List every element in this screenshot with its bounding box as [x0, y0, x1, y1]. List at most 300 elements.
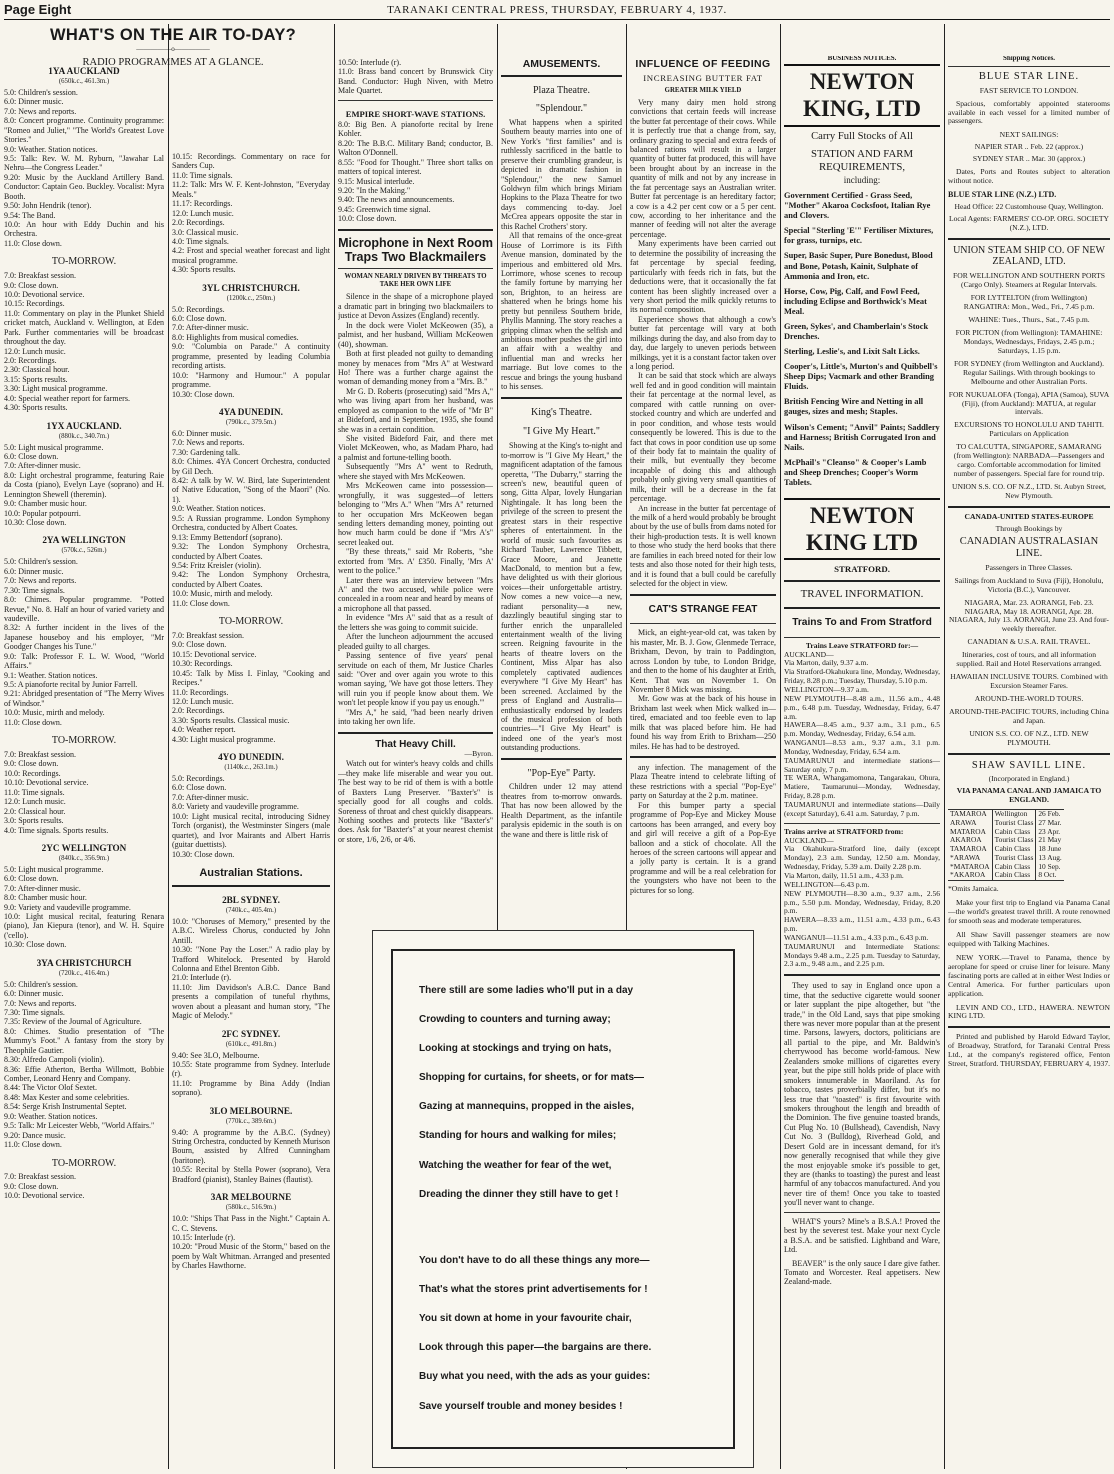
- train-arrival: Via Okahukura-Stratford line, daily (except Monday), 2.3 a.m. Sunday, 12.50 a.m. Monday, Wednesday, Friday, 5.39 a.m. Daily 2.28 p.m.: [784, 844, 940, 872]
- programme-item: 10.0: Devotional service.: [4, 289, 85, 299]
- programme-item: 10.0: Light musical recital, featuring Renara (piano), Jan Kiepura (tenor), and W. H. Squire ('cello).: [4, 912, 164, 940]
- poem-line: That's what the stores print advertisements for !: [419, 1284, 648, 1296]
- programme-item: 6.0: Dinner music.: [4, 566, 64, 576]
- tomorrow-heading: TO-MORROW.: [51, 256, 117, 268]
- programme-item: 9.45: Greenwich time signal.: [338, 204, 431, 214]
- programme-item: 12.0: Lunch music.: [4, 797, 66, 807]
- article-paragraph: What happens when a spirited Southern beauty marries into one of New York's "first families" and is ruthlessly sacrificed in the battle to preserve their crumbling grandeur, is depicted in dramatic fashion in "Splendour," the new Samuel Goldwyn film which brings Miriam Hopkins to the Plaza Theatre for two days commencing to-day. Joel McCrea appears opposite the star in this Rachel Crothers' story.: [501, 117, 622, 231]
- programme-item: 2.0: Recordings.: [4, 356, 57, 366]
- shaw-paragraph: NEW YORK.—Travel to Panama, thence by aeroplane for speed or cruise liner for leisure. Many fascinating ports are called at in either West Indies or Central America. For further particulars upon application.: [948, 952, 1110, 998]
- programme-item: 9.40: The news and announcements.: [338, 195, 455, 205]
- station-frequency: (790k.c., 379.5m.): [225, 418, 277, 426]
- programme-item: 8.32: A further incident in the lives of the Japanese houseboy and his employer, "Mr Goodger Changes his Tune.": [4, 623, 164, 652]
- programme-item: 12.0: Lunch music.: [172, 208, 234, 218]
- feeding-sub2: GREATER MILK YIELD: [664, 86, 742, 94]
- masthead: [4, 2, 1110, 20]
- article-paragraph: any infection. The management of the Plaza Theatre intend to celebrate lifting of these restrictions with a special "Pop-Eye" party on Saturday at the 2 p.m. matinee.: [630, 763, 776, 801]
- omits-jamaica: *Omits Jamaica.: [948, 884, 999, 894]
- programme-item: 9.20: Dance music.: [4, 1130, 66, 1140]
- head-office: Head Office: 22 Customhouse Quay, Wellington.: [954, 201, 1104, 211]
- chill-byline: —Byron.: [464, 749, 493, 759]
- table-row: [948, 871, 1064, 880]
- table-cell: Cabin Class: [992, 871, 1036, 880]
- union-service: FOR NUKUALOFA (Tonga), APIA (Samoa), SUVA (Fiji), (from Auckland): MATUA, at regular intervals.: [948, 389, 1110, 417]
- programme-item: 3.15: Sports results.: [4, 374, 68, 384]
- train-departure: WELLINGTON—9.37 a.m.: [784, 684, 869, 694]
- programme-item: 7.0: Breakfast session.: [4, 750, 76, 760]
- spacious-text: Spacious, comfortably appointed staterooms available in each vessel for a limited number of passengers.: [948, 98, 1110, 126]
- shipping-column: [948, 56, 1110, 1468]
- newton-king-name-2: NEWTON KING LTD: [784, 498, 940, 560]
- programme-item: 11.17: Recordings.: [172, 199, 233, 209]
- train-departure: HAWERA—8.45 a.m., 9.37 a.m., 3.1 p.m., 6.5 p.m. Monday, Wednesday, Friday, 6.54 a.m.: [784, 720, 940, 739]
- poem-line: Watching the weather for fear of the wet,: [419, 1159, 612, 1171]
- programme-item: 8.0: Chimes. Popular programme. "Potted Revue," No. 8. Half an hour of varied variety and vaudeville.: [4, 595, 164, 623]
- programme-item: 10.0: Recordings.: [4, 768, 61, 778]
- poem-line: Standing for hours and walking for miles;: [419, 1130, 617, 1142]
- programme-item: 6.0: Dinner music.: [4, 97, 64, 107]
- poem-line: Dreading the dinner they still have to get !: [419, 1188, 619, 1200]
- programme-item: 8.55: "Food for Thought." Three short talks on matters of topical interest.: [338, 157, 493, 177]
- programme-item: 9.0: Weather. Station notices.: [4, 144, 98, 154]
- local-agents: Local Agents: FARMERS' CO-OP. ORG. SOCIETY (N.Z.), LTD.: [948, 213, 1110, 232]
- amusements-column: [501, 58, 622, 918]
- table-cell: Tourist Class: [992, 854, 1036, 863]
- programme-item: 10.30: Recordings.: [172, 659, 233, 669]
- programme-item: 4.30: Sports results.: [4, 403, 68, 413]
- poem-line: There still are some ladies who'll put in a day: [419, 985, 634, 996]
- programme-item: 7.0: After-dinner music.: [4, 461, 81, 471]
- next-sailings: NEXT SAILINGS:: [999, 130, 1059, 140]
- union-service: EXCURSIONS TO HONOLULU AND TAHITI. Particulars on Application: [954, 420, 1104, 439]
- stock-item: Super, Basic Super, Pure Bonedust, Blood and Bone, Potash, Kainit, Sulphate of Ammonia and Iron, etc.: [784, 251, 933, 281]
- programme-item: 6.0: Close down.: [4, 451, 59, 461]
- shaw-paragraph: Make your first trip to England via Panama Canal—the world's greatest travel thrill. A route renowned for smooth seas and moderate temperatures.: [948, 897, 1110, 925]
- programme-item: 4.0: Time signals. Sports results.: [4, 825, 109, 835]
- programme-item: 11.0: Close down.: [172, 598, 230, 608]
- stratford-line: STRATFORD.: [834, 564, 890, 575]
- programme-item: 10.0: Light musical recital, introducing Sidney Torch (organist), the Westminster Singers (male quartet), and Ivor Mairants and Albert Harris (guitar duettists).: [172, 811, 330, 850]
- train-arrival: WELLINGTON—6.43 p.m.: [784, 879, 870, 889]
- programme-item: 9.0: Weather. Station notices.: [4, 1111, 98, 1121]
- programme-item: 2.0: Classical hour.: [4, 806, 66, 816]
- programme-item: 7.0: News and reports.: [172, 438, 245, 448]
- table-cell: *MATAROA: [948, 863, 992, 872]
- article-paragraph: In the dock were Violet McKeowen (35), a palmist, and her husband, William McKeowen (40), showman.: [338, 320, 493, 349]
- canadian-service: NIAGARA, Mar. 23. AORANGI, Feb. 23. NIAGARA, May 18. AORANGI, Apr. 28. NIAGARA, July 13. AORANGI, June 23. And four-weekly thereafter.: [949, 597, 1109, 634]
- programme-item: 5.0: Children's session.: [4, 557, 78, 567]
- article-paragraph: Mrs McKeowen came into possession—wrongfully, it was suggested—of letters belonging to "Mrs A." When "Mrs A" returned to her occupation Mrs McKeowen began sending letters demanding money, pointing out how much harm could be done if "Mrs A's" secret leaked out.: [338, 481, 493, 547]
- canadian-service: Itineraries, cost of tours, and all information supplied. Rail and Hotel Reservations arranged.: [956, 650, 1102, 669]
- programme-item: 6.0: Close down.: [172, 314, 227, 323]
- article-paragraph: Silence in the shape of a microphone played a dramatic part in bringing two blackmailers to justice at Devon Assizes (England) recently.: [338, 292, 493, 321]
- programme-item: 8.48: Max Kester and some celebrities.: [4, 1092, 130, 1102]
- kings-film: "I Give My Heart.": [522, 426, 601, 438]
- programme-item: 9.5: Talk: Mr Leicester Webb, "World Affairs.": [4, 1121, 155, 1131]
- article-paragraph: Many experiments have been carried out to determine the possibility of increasing the fat percentage by special feeding, particularly with feeds rich in fats, but the deductions were, that it occasionally the fat content has been slightly increased over a very short period the milk quickly returns to its normal composition.: [630, 239, 776, 315]
- table-cell: 10 Sep.: [1038, 861, 1061, 871]
- programme-item: 7.0: After-dinner music.: [172, 792, 249, 802]
- union-service: FOR PICTON (from Wellington): TAMAHINE: Mondays, Wednesdays, Fridays, 2.45 p.m.; Saturdays, 1.15 p.m.: [955, 327, 1103, 355]
- union-title: UNION STEAM SHIP CO. OF NEW ZEALAND, LTD.: [953, 244, 1105, 268]
- radio-column-2: [172, 152, 330, 1470]
- article-paragraph: "By these threats," said Mr Roberts, "she extorted from 'Mrs. A' £350. Finally, 'Mrs A' went to the police.": [338, 547, 493, 576]
- programme-item: 6.0: Close down.: [4, 874, 59, 884]
- station-name: 1YA AUCKLAND: [48, 66, 120, 76]
- programme-item: 11.0: Close down.: [4, 1140, 62, 1150]
- carry-line: Carry Full Stocks of All: [811, 130, 913, 142]
- programme-item: 2.0: Recordings.: [172, 706, 225, 716]
- programme-item: 9.0: Close down.: [4, 759, 59, 769]
- incorporated: (Incorporated in England.): [988, 774, 1070, 784]
- bsl-company: BLUE STAR LINE (N.Z.) LTD.: [948, 190, 1057, 200]
- programme-item: 4.0: Weather report.: [172, 725, 236, 735]
- programme-item: 8.0: Big Ben. A pianoforte recital by Irene Kohler.: [338, 119, 493, 139]
- travel-title: TRAVEL INFORMATION.: [800, 587, 924, 600]
- popeye-name: "Pop-Eye" Party.: [527, 767, 596, 779]
- sailing-table: [948, 809, 1064, 881]
- programme-item: 10.30: Close down.: [4, 518, 67, 528]
- article-paragraph: Mick, an eight-year-old cat, was taken by his master, Mr. B. J. Gow, Glenmede Terrace, Brixham, Devon, by train to Paddington, across London by tube, to London Bridge, and then to the home of his daughter at Erith, Kent. That was on November 1. On November 8 Mick was missing.: [630, 628, 776, 694]
- programme-item: 9.40: A programme by the A.B.C. (Sydney) String Orchestra, conducted by Kenneth Murison Bourn, assisted by Alfred Cunningham (baritone).: [172, 1127, 330, 1165]
- programme-item: 6.0: Dinner music.: [4, 989, 64, 999]
- programme-item: 3.0: Sports results.: [4, 816, 64, 826]
- chill-text: Watch out for winter's heavy colds and chills—they make life miserable and wear you out. The best way to be rid of them is with a bottle of Baxters Lung Preserver. "Baxter's" is specially good for all coughs and colds. Soreness of throat and chest quickly disappears. Nothing soothes and protects like "Baxter's" does. Ask for "Baxter's" at your nearest chemist or store, 1/6, 2/6, or 4/6.: [338, 759, 493, 844]
- table-cell: 23 Apr.: [1038, 826, 1061, 836]
- programme-item: 5.0: Recordings.: [172, 774, 225, 784]
- programme-item: 9.20: Music by the Auckland Artillery Band. Conductor: Captain Geo. Buckley. Vocalist: Myra Booth.: [4, 172, 164, 201]
- section-heading: Australian Stations.: [199, 866, 303, 879]
- programme-item: 4.30: Light musical programme.: [172, 734, 276, 744]
- programme-item: 10.30: Close down.: [172, 849, 235, 859]
- article-paragraph: Passing sentence of five years' penal servitude on each of them, Mr Justice Charles said: "Over and over again you wrote to this woman saying, 'We have got those letters. They will ruin you if people know about them. We won't let people know if you pay us enough.'": [338, 651, 493, 708]
- programme-item: 7.0: After-dinner music.: [4, 883, 81, 893]
- train-departure: AUCKLAND—: [784, 649, 834, 659]
- article-paragraph: An increase in the butter fat percentage of the milk of a herd would probably be brought about by the use of bulls from dams noted for their high-production tests. It is well known to those who study the herd books that there are families in each breed noted for their low tests and also those noted for their high tests, and it is found that a bull could be carefully selected for the object in view.: [630, 503, 776, 589]
- table-cell: TAMAROA: [948, 845, 992, 854]
- station-frequency: (570k.c., 526m.): [61, 547, 107, 555]
- programme-item: 9.1: Weather. Station notices.: [4, 670, 98, 680]
- including-line: including:: [843, 175, 881, 186]
- newspaper-title: TARANAKI CENTRAL PRESS, THURSDAY, FEBRUARY 4, 1937.: [387, 4, 727, 16]
- programme-item: 4.2: Frost and special weather forecast and light musical programme.: [172, 246, 330, 265]
- programme-item: 10.0: An hour with Eddy Duchin and his Orchestra.: [4, 220, 164, 239]
- station-name: 1YX AUCKLAND.: [46, 420, 122, 431]
- programme-item: 21.0: Interlude (r).: [172, 973, 232, 983]
- canada-line: CANADA-UNITED STATES-EUROPE: [964, 512, 1094, 522]
- station-name: 2BL SYDNEY.: [222, 894, 280, 905]
- programme-item: 11.0: Commentary on play in the Plunket Shield cricket match, Auckland v. Wellington, at Eden Park. Further commentaries will be broadcast throughout the day.: [4, 308, 164, 347]
- programme-item: 5.0: Recordings.: [172, 304, 225, 314]
- article-paragraph: Very many dairy men hold strong convictions that certain feeds will increase the butter fat percentage of their cows. While it is perfectly true that a change from, say, ordinary grazing to special and extra feeds of balanced rations will result in a larger quantity of butter fat produced, this will have been brought about by an increase in the quantity of milk and not by any increase in the fat percentage says an Australian writer. Butter fat percentage is an hereditary factor; a cow is a 4.2 per cent cow or a 5 per cent. cow, according to her inheritance and the manner of feeding will not alter the average percentage.: [630, 97, 776, 239]
- article-paragraph: It can be said that stock which are always well fed and in good condition will maintain their fat percentage at the normal level, as compared with cattle running on over-stocked country and which are underfed and in poor condition, and whose tests would consequently be lowered. This is due to the fact that cows in poor condition use up some of their body fat to maintain the quality of their milk, but eventually they become incapable of doing this and although probably only giving very small quantities of milk, their will be a decrease in the fat percentage.: [630, 371, 776, 504]
- radio-headline: WHAT'S ON THE AIR TO-DAY?: [49, 26, 297, 44]
- station-frequency: (880k.c., 340.7m.): [58, 432, 110, 440]
- table-cell: 26 Feb.: [1038, 809, 1061, 819]
- programme-item: 11.0: Close down.: [4, 238, 62, 248]
- dates-note: Dates, Ports and Routes subject to alteration without notice.: [948, 167, 1110, 186]
- programme-item: 10.55: State programme from Sydney. Interlude (r).: [172, 1059, 330, 1079]
- station-frequency: (1200k.c., 250m.): [226, 294, 276, 302]
- shaw-paragraph: All Shaw Savill passenger steamers are now equipped with Talking Machines.: [948, 929, 1110, 948]
- programme-item: 10.30: Close down.: [4, 940, 67, 950]
- programme-item: 10.30: "None Pay the Loser." A radio play by Trafford Whitelock. Presented by Harold Colonna and Ethel Brenton Gibb.: [172, 945, 330, 974]
- programme-item: 5.0: Children's session.: [4, 87, 78, 97]
- programme-item: 12.0: Lunch music.: [4, 346, 66, 356]
- poem-line: You sit down at home in your favourite chair,: [419, 1313, 632, 1325]
- microphone-subhead: WOMAN NEARLY DRIVEN BY THREATS TO TAKE HER OWN LIFE: [344, 273, 487, 289]
- programme-item: 9.54: Fritz Kreisler (violin).: [172, 560, 262, 570]
- programme-item: 8.0: Chamber music hour.: [4, 893, 87, 903]
- panama-route: VIA PANAMA CANAL AND JAMAICA TO ENGLAND.: [956, 786, 1102, 805]
- station-name: 2YC WELLINGTON: [41, 842, 127, 853]
- table-cell: Cabin Class: [992, 845, 1036, 854]
- shopping-poem-ad: [372, 930, 754, 1468]
- train-arrival: AUCKLAND—: [784, 835, 834, 845]
- programme-item: 3.30: Light musical programme.: [4, 384, 108, 394]
- trains-arrive-title: Trains arrive at STRATFORD from:: [784, 826, 904, 836]
- station-frequency: (840k.c., 356.9m.): [58, 854, 110, 862]
- article-paragraph: Experience shows that although a cow's butter fat percentage will vary at both milkings during the day, and also from day to day, due largely to uneven periods between milkings, yet it is a constant factor taken over a long period.: [630, 314, 776, 372]
- three-classes: Passengers in Three Classes.: [985, 562, 1073, 572]
- train-departure: Via Marton, daily, 9.37 a.m.: [784, 658, 869, 668]
- train-departure: TAUMARUNUI and intermediate stations—Daily (except Saturday), 6.41 a.m. Saturday, 7 p.m.: [784, 799, 940, 818]
- requirements-line: STATION AND FARM REQUIREMENTS,: [810, 148, 914, 173]
- canadian-service: CANADIAN & U.S.A. RAIL TRAVEL.: [967, 637, 1091, 647]
- station-name: 3AR MELBOURNE: [210, 1192, 292, 1203]
- stock-item: Green, Sykes', and Chamberlain's Stock Drenches.: [784, 321, 929, 342]
- programme-item: 7.0: News and reports.: [4, 998, 77, 1008]
- train-arrival: HAWERA—8.33 a.m., 11.51 a.m., 4.33 p.m., 6.43 p.m.: [784, 915, 940, 934]
- table-cell: 8 Oct.: [1038, 870, 1057, 880]
- programme-item: 7.30: Gardening talk.: [172, 447, 240, 457]
- canadian-service: HAWAIIAN INCLUSIVE TOURS. Combined with Excursion Steamer Fares.: [950, 672, 1108, 691]
- table-cell: MATAROA: [948, 828, 992, 837]
- article-paragraph: In evidence "Mrs A" said that as a result of the letters she was going to commit suicide.: [338, 613, 493, 632]
- station-frequency: (610k.c., 491.8m.): [225, 1040, 277, 1048]
- programme-item: 6.0: Close down.: [172, 783, 227, 793]
- programme-item: 9.54: The Band.: [4, 210, 56, 220]
- canadian-service: Sailings from Auckland to Suva (Fiji), Honolulu, Victoria (B.C.), Vancouver.: [954, 575, 1104, 594]
- station-name: 2FC SYDNEY.: [221, 1028, 281, 1039]
- programme-item: 10.30: Close down.: [172, 389, 235, 399]
- programme-item: 9.0: Variety and vaudeville programme.: [4, 902, 131, 912]
- cal-title: CANADIAN AUSTRALASIAN LINE.: [959, 535, 1099, 560]
- programme-item: 3.0: Classical music.: [172, 227, 239, 237]
- table-cell: ARAWA: [948, 819, 992, 828]
- programme-item: 7.30: Time signals.: [4, 1007, 65, 1017]
- programme-item: 10.0: Music, mirth and melody.: [4, 708, 105, 718]
- programme-item: 9.15: Musical interlude.: [338, 176, 415, 186]
- union-service: FOR WELLINGTON AND SOUTHERN PORTS (Cargo Only). Steamers at Regular Intervals.: [953, 271, 1105, 290]
- imprint: Printed and published by Harold Edward Taylor, of Broadway, Stratford, for Taranaki Central Press Ltd., at the company's registered office, Fenton Street, Stratford. THURSDAY, FEBRUARY 4, 1937.: [948, 1032, 1110, 1069]
- programme-item: 7.0: News and reports.: [4, 576, 77, 586]
- poem-line: Buy what you need, with the ads as your guides:: [419, 1371, 651, 1383]
- programme-item: 11.0: Recordings.: [172, 687, 229, 697]
- programme-item: 8.36: Effie Atherton, Bertha Willmott, Bobbie Comber, Leonard Henry and Company.: [4, 1064, 164, 1084]
- poem-line: You don't have to do all these things any more—: [419, 1255, 650, 1267]
- station-name: 4YO DUNEDIN.: [218, 752, 284, 763]
- programme-item: 10.0: Popular potpourri.: [4, 508, 81, 518]
- article-paragraph: Both at first pleaded not guilty to demanding money by menaces from "Mrs A" at Westward Ho! There was a further charge against the woman of demanding money from a "Mrs. B.": [338, 349, 493, 387]
- programme-item: 9.0: Close down.: [4, 280, 59, 290]
- article-paragraph: Showing at the King's to-night and to-morrow is "I Give My Heart," the magnificent adaptation of the famous operetta, "The Dubarry," starring the screen's new, beautiful queen of song, Gitta Alpar, lovely Hungarian Nightingale. It has long been the privilege of the screen to present the greatest stars in their respective spheres of entertainment. In the world of music such favourites as Richard Tauber, Lawrence Tibbett, Grace Moore, and Jeanette MacDonald, to mention but a few, have delighted us with their glorious voices—their unforgettable artistry. Now comes a new voice—a new, radiant personality—a new, dazzlingly beautiful singing star to further enrich the unparalleled entertainment wealth of the living screen. Reigning favourite in the hearts of theatre lovers on the Continent, Miss Alpar has also completely captivated audiences everywhere "I Give My Heart" has been screened. Acclaimed by the press of England and Australia—enthusiastically endorsed by leaders of the musical profession of both countries—"I Give My Heart" is indeed one of the year's most outstanding productions.: [501, 441, 622, 753]
- programme-item: 10.15: Devotional service.: [172, 649, 257, 659]
- pipe-article: They used to say in England once upon a time, that the seductive cigarette would sooner or later supplant the pipe altogether, but "the trade," in the Old Land, says that pipe smoking there was never more popular than at the present time. Parsons, lawyers, doctors, politicians are all partial to the pipe, and Mr. Baldwin's cherrywood has become world-famous. New Zealanders smoke millions of cigarettes every year, but the pipe still holds pride of place with smokers innumerable in Maoriland. As for tobacco, tastes proverbially differ, but it's no less true that "toasted" is first favourite with smokers throughout the length and breadth of the Dominion. The five genuine toasted brands, Cut Plug No. 10 (Bullshead), Cavendish, Navy Cut No. 3 (Bulldog), Riverhead Gold, and Desert Gold are in incessant demand, for it's now generally recognised that while they give the most enjoyable smoke it's possible to get, they are (thanks to toasting) the purest and least harmful of any tobaccos manufactured. And you never tire of them! Once you take to toasted you'll never want to change.: [784, 981, 940, 1208]
- article-paragraph: Subsequently "Mrs A" went to Redruth, where she stayed with Mrs McKeowen.: [338, 462, 493, 481]
- tomorrow-heading: TO-MORROW.: [218, 616, 284, 628]
- programme-item: 7.30: Time signals.: [4, 585, 65, 595]
- union-service: TO CALCUTTA, SINGAPORE, SAMARANG (from Wellington): NARBADA—Passengers and cargo. Comfortable accommodation for limited number of passengers. Special fare for round trip.: [953, 442, 1105, 479]
- table-cell: 27 Mar.: [1038, 817, 1062, 827]
- programme-item: 7.0: Breakfast session.: [172, 630, 244, 640]
- programme-item: 9.5: A Russian programme. London Symphony Orchestra, conducted by Albert Coates.: [172, 513, 330, 533]
- radio-column-3: [338, 58, 493, 918]
- programme-item: 8.20: The B.B.C. Military Band; conductor, B. Walton O'Donnell.: [338, 138, 493, 158]
- programme-item: 9.0: Chamber music hour.: [4, 499, 87, 509]
- programme-item: 10.15: Recordings. Commentary on race for Sanders Cup.: [172, 152, 330, 171]
- tomorrow-heading: TO-MORROW.: [51, 1157, 117, 1169]
- station-frequency: (740k.c., 405.4m.): [225, 906, 277, 914]
- programme-item: 3.30: Sports results. Classical music.: [172, 715, 290, 725]
- business-column: [784, 56, 940, 1468]
- table-cell: Cabin Class: [992, 828, 1036, 837]
- poem-line: Look through this paper—the bargains are there.: [419, 1342, 652, 1354]
- programme-item: 9.42: The London Symphony Orchestra, conducted by Albert Coates.: [172, 570, 330, 589]
- plaza-name: Plaza Theatre.: [532, 85, 590, 97]
- programme-item: 10.0: Music, mirth and melody.: [172, 589, 273, 599]
- table-cell: Tourist Class: [992, 819, 1036, 828]
- sailing-date: SYDNEY STAR .. Mar. 30 (approx.): [972, 154, 1086, 164]
- amusements-title: AMUSEMENTS.: [522, 58, 601, 70]
- station-frequency: (650k.c., 461.3m.): [58, 77, 110, 85]
- stock-item: McPhail's "Cleanso" & Cooper's Lamb and Sheep Drenches; Cooper's Worm Tablets.: [784, 457, 927, 487]
- shaw-paragraph: LEVIN AND CO., LTD., HAWERA. NEWTON KING LTD.: [948, 1002, 1110, 1021]
- poem-line: Looking at stockings and trying on hats,: [419, 1043, 612, 1055]
- programme-item: 10.55: Recital by Stella Power (soprano), Vera Bradford (pianist), Stanley Baines (flautist).: [172, 1165, 330, 1184]
- programme-item: 2.0: Recordings.: [172, 218, 225, 228]
- feeding-title: INFLUENCE OF FEEDING: [635, 58, 771, 70]
- programme-item: 8.0: Concert programme. Continuity programme: "Romeo and Juliet," "The World's Greatest Love Stories.": [4, 116, 164, 145]
- table-cell: *AKAROA: [948, 871, 992, 880]
- station-frequency: (1140k.c., 263.1m.): [224, 764, 278, 772]
- programme-item: 7.0: After-dinner music.: [172, 323, 249, 333]
- station-frequency: (770k.c., 389.6m.): [225, 1117, 277, 1125]
- programme-item: 10.0: "Ships That Pass in the Night." Captain A. C. C. Stevens.: [172, 1214, 330, 1233]
- article-paragraph: All that remains of the once-great House of Lorrimore is its Fifth Avenue mansion, dominated by the imperious and embittered old Mrs. Lorrimore, whose scenes to recoup the family fortune by marrying her son, Brighton, to an heiress are shattered when he brings home his pretty but penniless Southern bride, Phyllis Manning. The story reaches a gripping climax when the selfish and ambitious mother pushes the girl into an affair with a wealthy and influential man and wrecks her marriage. But love comes to the rescue and brings the young husband to his senses.: [501, 231, 622, 392]
- radio-headline-block: WHAT'S ON THE AIR TO-DAY? —————o————— RADIO PROGRAMMES AT A GLANCE.: [28, 26, 318, 69]
- business-header: BUSINESS NOTICES.: [827, 56, 897, 62]
- small-ad: BEAVER" is the only sauce I dare give father. Tomato and Worcester. Real appetisers. New Zealand-made.: [784, 1258, 940, 1287]
- programme-item: 11.0: Brass band concert by Brunswick City Band. Conductor: Hugh Niven, with Metro Male Quartet.: [338, 67, 493, 96]
- sailing-date: NAPIER STAR .. Feb. 22 (approx.): [974, 142, 1084, 152]
- canadian-service: UNION S.S. CO. OF N.Z., LTD. NEW PLYMOUTH.: [969, 729, 1089, 747]
- trains-title: Trains To and From Stratford: [792, 616, 932, 628]
- table-cell: Wellington: [992, 810, 1036, 819]
- programme-item: 7.0: Breakfast session.: [4, 1172, 76, 1182]
- programme-item: 10.0: "Choruses of Memory," presented by the A.B.C. Wireless Chorus, conducted by John Antill.: [172, 916, 330, 945]
- poem-line: Crowding to counters and turning away;: [419, 1014, 611, 1026]
- programme-item: 8.42: A talk by W. W. Bird, late Superintendent of Native Education, "Song of the Maori" (No. 1).: [172, 476, 330, 504]
- programme-item: 2.30: Classical hour.: [4, 365, 70, 375]
- programme-item: 12.0: Lunch music.: [172, 696, 234, 706]
- station-name: 2YA WELLINGTON: [42, 535, 126, 546]
- programme-item: 5.0: Light musical programme.: [4, 864, 104, 874]
- shipping-header: Shipping Notices.: [1002, 56, 1056, 62]
- page-number: Page Eight: [4, 2, 72, 17]
- station-name: 3LO MELBOURNE.: [209, 1105, 293, 1116]
- train-arrival: WANGANUI—11.51 a.m., 4.33 p.m., 6.43 p.m.: [784, 932, 929, 942]
- programme-item: 10.0: "Harmony and Humour." A popular programme.: [172, 370, 330, 390]
- programme-item: 8.0: Light orchestral programme, featuring Raie da Costa (piano), Evelyn Laye (soprano) and H. Lennington Shewell (theremin).: [4, 470, 164, 499]
- programme-item: 9.0: Weather. Station notices.: [172, 504, 266, 514]
- programme-item: 10.50: Interlude (r).: [338, 58, 402, 67]
- shortwave-title: EMPIRE SHORT-WAVE STATIONS.: [345, 108, 486, 119]
- programme-item: 8.44: The Victor Olof Sextet.: [4, 1083, 97, 1093]
- table-cell: TAMAROA: [948, 810, 992, 819]
- kings-name: King's Theatre.: [530, 406, 593, 418]
- blue-star-title: BLUE STAR LINE.: [978, 71, 1080, 83]
- programme-item: 9.32: The London Symphony Orchestra, conducted by Albert Coates.: [172, 542, 330, 561]
- programme-item: 5.0: Light musical programme.: [4, 442, 104, 452]
- union-service: FOR LYTTELTON (from Wellington) RANGATIRA: Mon., Wed., Fri., 7.45 p.m.: [963, 293, 1095, 311]
- through-bookings: Through Bookings by: [995, 524, 1063, 534]
- train-departure: TAUMARUNUI and intermediate stations—Saturday only, 7 p.m.: [784, 755, 940, 774]
- train-arrival: NEW PLYMOUTH—8.30 a.m., 9.37 a.m., 2.56 p.m., 5.50 p.m. Monday, Wednesday, Friday, 8.20 p.m.: [784, 888, 940, 916]
- radio-column-1: [4, 58, 164, 1470]
- programme-item: 10.10: Devotional service.: [4, 778, 89, 788]
- plaza-film: "Splendour.": [535, 103, 588, 115]
- train-departure: NEW PLYMOUTH—8.48 a.m., 11.56 a.m., 4.48 p.m., 6.48 p.m. Tuesday, Wednesday, Friday, 6.47 a.m.: [784, 693, 940, 721]
- programme-item: 9.0: "Columbia on Parade." A continuity programme, presented by leading Columbia recording artists.: [172, 342, 330, 371]
- programme-item: 4.30: Sports results.: [172, 265, 236, 275]
- programme-item: 9.20: "In the Making.": [338, 185, 411, 195]
- programme-item: 9.40: See 3LO, Melbourne.: [172, 1050, 260, 1060]
- table-cell: *ARAWA: [948, 854, 992, 863]
- programme-item: 11.0: Close down.: [4, 717, 62, 727]
- programme-item: 8.0: Chimes. 4YA Concert Orchestra, conducted by Gil Dech.: [172, 457, 330, 476]
- programme-item: 5.0: Children's session.: [4, 979, 78, 989]
- programme-item: 8.0: Highlights from musical comedies.: [172, 332, 299, 342]
- programme-item: 9.0: Close down.: [172, 640, 227, 650]
- programme-item: 7.0: Breakfast session.: [4, 271, 76, 281]
- station-frequency: (720k.c., 416.4m.): [58, 969, 110, 977]
- table-cell: 18 June: [1038, 844, 1062, 854]
- programme-item: 4.0: Special weather report for farmers.: [4, 393, 130, 403]
- shaw-title: SHAW SAVILL LINE.: [971, 759, 1087, 771]
- stock-item: Sterling, Leslie's, and Lixit Salt Licks.: [784, 347, 920, 357]
- stock-item: Wilson's Cement; "Anvil" Paints; Saddlery and Harness; British Corrugated Iron and Nails.: [784, 422, 940, 452]
- programme-item: 10.15: Recordings.: [4, 299, 65, 309]
- tomorrow-heading: TO-MORROW.: [51, 735, 117, 747]
- table-cell: Tourist Class: [992, 836, 1036, 845]
- programme-item: 10.0: Devotional service.: [4, 1191, 85, 1201]
- programme-item: 9.50: John Hendrik (tenor).: [4, 201, 92, 211]
- station-name: 3YA CHRISTCHURCH: [36, 957, 132, 968]
- article-paragraph: For this bumper party a special programme of Pop-Eye and Mickey Mouse cartoons has been arranged, and every boy and girl will receive a gift of a Pop-Eye balloon and a stick of chocolate. All the heroes of the screen cartoons will appear and a jolly party is certain. It is a grand programme and will be a real celebration for the youngsters who have not been to the pictures for so long.: [630, 800, 776, 895]
- fast-service: FAST SERVICE TO LONDON.: [979, 85, 1079, 95]
- table-cell: 13 Aug.: [1038, 852, 1062, 862]
- programme-item: 4.0: Time signals.: [172, 236, 229, 246]
- microphone-headline: Microphone in Next Room Traps Two Blackmailers: [338, 235, 493, 265]
- programme-item: 11.10: Jim Davidson's A.B.C. Dance Band presents a compilation of tuneful rhythms, woven about a pleasant and human story, "The Magic of Melody.": [172, 982, 330, 1021]
- stock-item: Cooper's, Little's, Murton's and Quibbell's Sheep Dips; Vacmark and other Branding Fluids.: [784, 362, 938, 392]
- programme-item: 9.5: Talk: Rev. W. M. Ryburn, "Jawahar Lal Nehru—the Congress Leader.": [4, 153, 164, 173]
- programme-item: 7.0: News and reports.: [4, 106, 77, 116]
- stock-item: British Fencing Wire and Netting in all gauges, sizes and mesh; Staples.: [784, 397, 924, 417]
- programme-item: 11.2: Talk: Mrs W. F. Kent-Johnston, "Everyday Meals.": [172, 180, 330, 199]
- programme-item: 11.0: Time signals.: [172, 170, 233, 180]
